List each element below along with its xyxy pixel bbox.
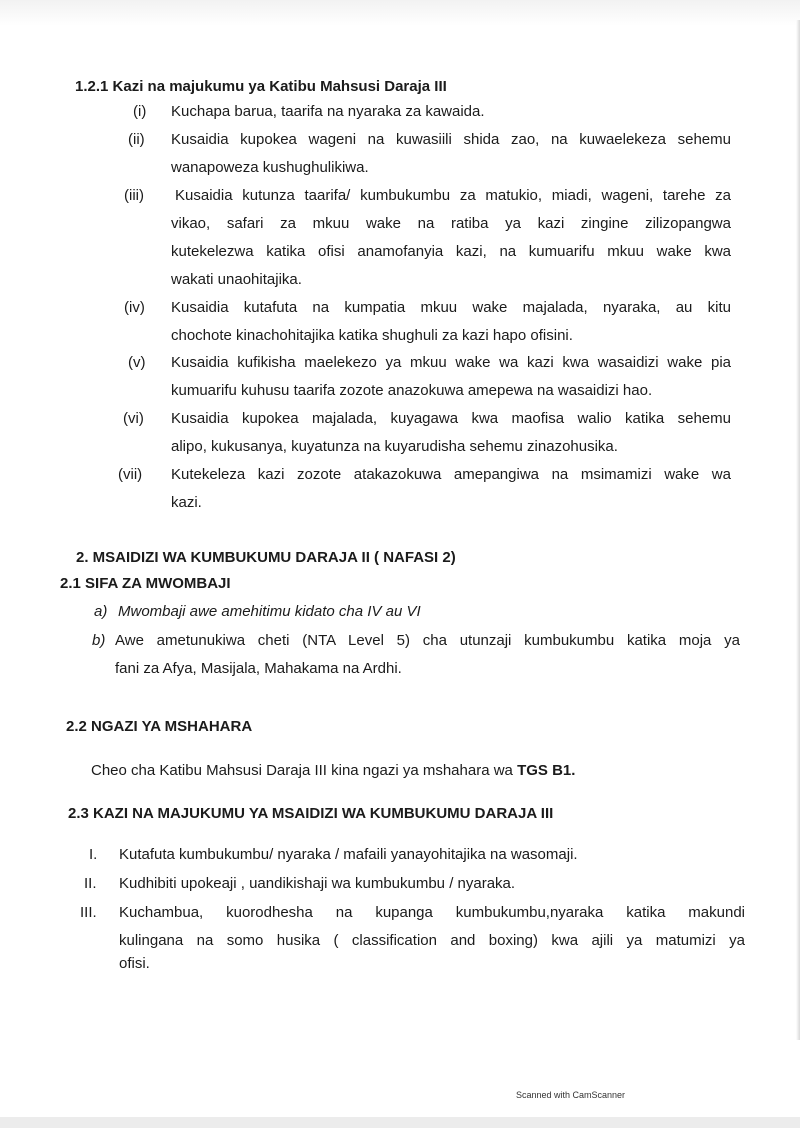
list-number: (ii) (128, 131, 145, 148)
scanner-watermark: Scanned with CamScanner (516, 1090, 626, 1100)
subsection-heading-2-2: 2.2 NGAZI YA MSHAHARA (66, 718, 253, 735)
list-item-line: Kusaidia kupokea wageni na kuwasiili shida zao, na kuwaelekeza sehemu (171, 131, 731, 148)
list-item-line: Kusaidia kutafuta na kumpatia mkuu wake majalada, nyaraka, au kitu (171, 299, 731, 316)
list-item-line: Kutekeleza kazi zozote atakazokuwa amepangiwa na msimamizi wake wa (171, 466, 731, 483)
list-number: III. (80, 904, 97, 921)
list-number: I. (89, 846, 98, 863)
section-heading-2: 2. MSAIDIZI WA KUMBUKUMU DARAJA II ( NAFASI 2) (76, 549, 456, 566)
subsection-heading-2-3: 2.3 KAZI NA MAJUKUMU YA MSAIDIZI WA KUMBUKUMU DARAJA III (68, 805, 554, 822)
list-number: (vi) (123, 410, 144, 427)
list-item-line: vikao, safari za mkuu wake na ratiba ya kazi zingine zilizopangwa (171, 215, 731, 232)
list-number: (i) (133, 103, 147, 120)
list-item-line: Kusaidia kupokea majalada, kuyagawa kwa maofisa walio katika sehemu (171, 410, 731, 427)
list-item-line: Kudhibiti upokeaji , uandikishaji wa kumbukumbu / nyaraka. (119, 875, 516, 892)
section-heading-1-2-1: 1.2.1 Kazi na majukumu ya Katibu Mahsusi Daraja III (75, 78, 447, 95)
list-number: (iii) (124, 187, 144, 204)
list-number: II. (84, 875, 97, 892)
list-item-line: wanapoweza kushughulikiwa. (171, 159, 369, 176)
list-number: b) (92, 632, 106, 649)
list-number: a) (94, 603, 108, 620)
list-item-line: Kuchambua, kuorodhesha na kupanga kumbukumbu,nyaraka katika makundi (119, 904, 745, 921)
list-item-line: kulingana na somo husika ( classification and boxing) kwa ajili ya matumizi ya (119, 932, 745, 949)
list-item-line: Kusaidia kutunza taarifa/ kumbukumbu za matukio, miadi, wageni, tarehe za (175, 187, 731, 204)
list-item-line: kazi. (171, 494, 202, 511)
salary-grade: TGS B1. (517, 762, 576, 779)
list-item-line: fani za Afya, Masijala, Mahakama na Ardhi. (115, 660, 402, 677)
list-item-line: Kuchapa barua, taarifa na nyaraka za kawaida. (171, 103, 485, 120)
list-item-line: chochote kinachohitajika katika shughuli za kazi hapo ofisini. (171, 327, 573, 344)
list-item-line: wakati unaohitajika. (171, 271, 302, 288)
list-item-line: Awe ametunukiwa cheti (NTA Level 5) cha utunzaji kumbukumbu katika moja ya (115, 632, 740, 649)
list-item-line: kutekelezwa katika ofisi anamofanyia kazi, na kumuarifu mkuu wake kwa (171, 243, 731, 260)
list-number: (vii) (118, 466, 143, 483)
scan-edge-top (0, 0, 800, 26)
list-number: (v) (128, 354, 146, 371)
salary-paragraph (91, 762, 575, 779)
scan-edge-right (796, 20, 800, 1040)
list-item-line: alipo, kukusanya, kuyatunza na kuyarudisha sehemu zinazohusika. (171, 438, 618, 455)
list-number: (iv) (124, 299, 145, 316)
salary-text: Cheo cha Katibu Mahsusi Daraja III kina ngazi ya mshahara wa (91, 762, 518, 779)
list-item-line: kumuarifu kuhusu taarifa zozote anazokuwa amepewa na wasaidizi hao. (171, 382, 653, 399)
list-item-line: ofisi. (119, 955, 150, 972)
list-item-line: Kutafuta kumbukumbu/ nyaraka / mafaili yanayohitajika na wasomaji. (119, 846, 578, 863)
list-item-line: Kusaidia kufikisha maelekezo ya mkuu wake wa kazi kwa wasaidizi wake pia (171, 354, 731, 371)
subsection-heading-2-1: 2.1 SIFA ZA MWOMBAJI (60, 575, 231, 592)
scan-edge-bottom (0, 1117, 800, 1128)
list-item-line: Mwombaji awe amehitimu kidato cha IV au VI (118, 603, 421, 620)
